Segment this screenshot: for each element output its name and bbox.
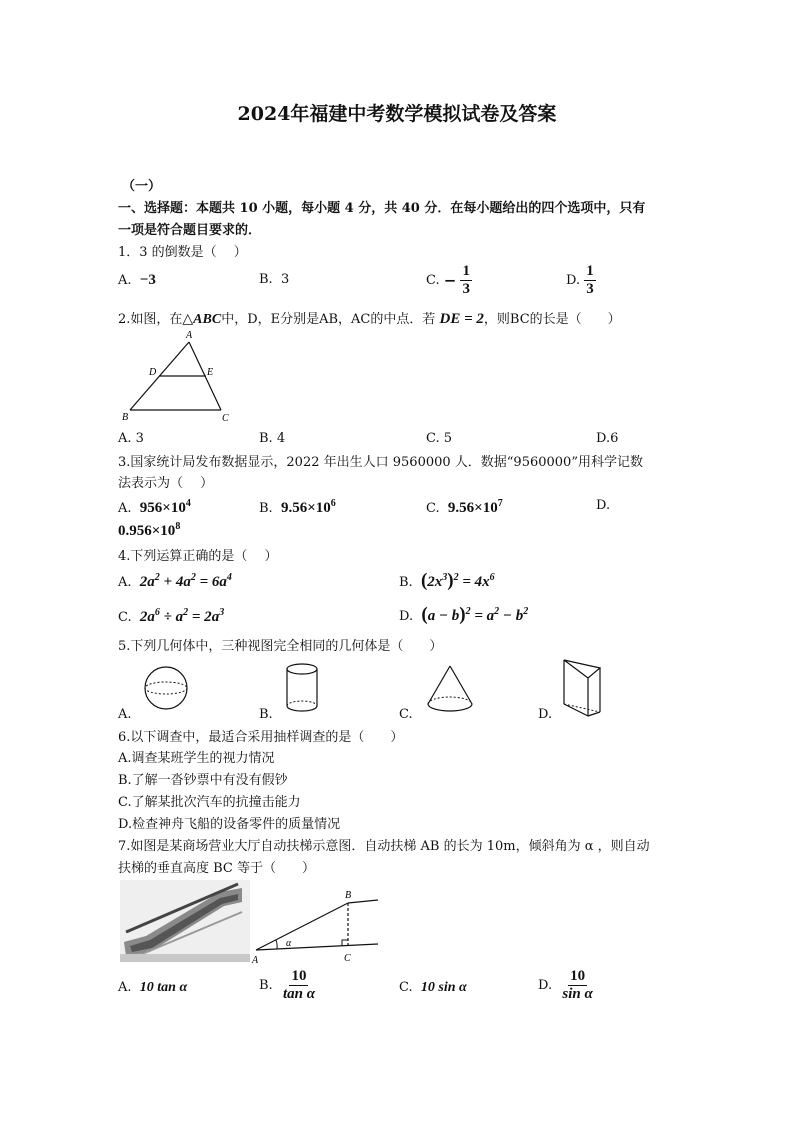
stem-text: ，则BC的长是（ ）: [483, 312, 621, 327]
point-label-c: C: [344, 953, 351, 964]
q4-stem: 4.下列运算正确的是（ ）: [118, 549, 278, 564]
expression: $(a - b)^2 = a^2 - b^2$: [421, 604, 529, 625]
q1-option-b[interactable]: [259, 272, 289, 287]
vertex-label-b: B: [122, 412, 129, 423]
vertex-label-a: A: [186, 330, 193, 341]
point-label-a: A: [252, 955, 259, 966]
point-label-b: B: [345, 890, 352, 901]
q7-stem-line1: 7.如图是某商场营业大厅自动扶梯示意图．自动扶梯 AB 的长为 10m，倾斜角为 α ，则自动: [118, 839, 650, 854]
q4-option-c[interactable]: [118, 607, 224, 626]
stem-text: 2.如图，在: [118, 312, 183, 327]
triangular-prism-icon: [558, 654, 608, 720]
angle-label-alpha: α: [286, 938, 292, 949]
option-label: A.: [118, 980, 132, 995]
option-label: C.: [118, 610, 132, 625]
option-label: D.: [538, 978, 553, 993]
ground-line: [256, 944, 378, 950]
base: 0.956×10: [118, 523, 176, 539]
upper-floor-line: [348, 900, 378, 903]
option-label: C.: [399, 980, 413, 995]
section-heading-line1: 一、选择题：本题共 10 小题，每小题 4 分，共 40 分．在每小题给出的四个选项中，只有: [118, 201, 646, 216]
q7-option-b[interactable]: [259, 968, 317, 1003]
q3-stem-line1: 3.国家统计局发布数据显示，2022 年出生人口 9560000 人．数据“9560000”用科学记数: [118, 455, 643, 470]
option-value: 3: [280, 272, 290, 287]
escalator-line-ab: [256, 903, 348, 950]
q3-option-d-value[interactable]: [118, 521, 180, 540]
point-label-e: E: [207, 367, 214, 378]
denominator: 3: [462, 281, 470, 297]
q2-triangle-figure: [118, 328, 238, 428]
option-label: D.: [399, 609, 414, 624]
option-value: 10 tan α: [139, 980, 188, 995]
q7-stem-line2: 扶梯的垂直高度 BC 等于（ ）: [118, 861, 316, 876]
page-title: 2024年福建中考数学模拟试卷及答案: [237, 103, 557, 125]
q1-option-a[interactable]: [118, 272, 156, 289]
equation: DE = 2: [439, 311, 484, 327]
sphere-icon: [140, 662, 200, 712]
q5-option-d[interactable]: D.: [538, 707, 553, 722]
exponent: 6: [330, 498, 336, 509]
point-label-d: D: [149, 367, 157, 378]
numerator: 1: [462, 263, 470, 279]
q1-option-c[interactable]: [426, 263, 472, 298]
q7-slope-figure: [250, 888, 382, 966]
denominator: 3: [586, 281, 594, 297]
stem-text: 中，D，E分别是AB，AC的中点．若: [221, 312, 436, 327]
option-value: 10 sin α: [420, 980, 467, 995]
q6-option-b[interactable]: B.了解一沓钞票中有没有假钞: [118, 773, 288, 788]
exponent: 8: [175, 521, 181, 532]
option-label: A.: [118, 501, 132, 516]
q6-option-d[interactable]: D.检查神舟飞船的设备零件的质量情况: [118, 817, 341, 832]
numerator: 10: [291, 968, 307, 984]
option-label: A.: [118, 273, 132, 288]
exponent: 7: [497, 498, 503, 509]
q1-option-d[interactable]: [566, 263, 596, 298]
numerator: 1: [586, 263, 594, 279]
vertex-label-c: C: [222, 413, 229, 424]
q4-option-d[interactable]: [399, 604, 528, 626]
q3-option-c[interactable]: [426, 498, 503, 517]
escalator-photo-icon: [120, 880, 250, 962]
option-value: −3: [139, 272, 156, 288]
numerator: 10: [570, 968, 586, 984]
option-label: B.: [259, 272, 273, 287]
cylinder-icon: [280, 660, 330, 718]
minus-sign: −: [443, 271, 457, 290]
q4-option-a[interactable]: [118, 572, 232, 591]
q3-stem-line2: 法表示为（ ）: [118, 476, 214, 491]
q3-option-a[interactable]: [118, 498, 191, 517]
base: 956×10: [139, 500, 186, 516]
base: 9.56×10: [280, 500, 331, 516]
section-heading-line2: 一项是符合题目要求的．: [118, 223, 262, 238]
q6-stem: 6.以下调查中，最适合采用抽样调查的是（ ）: [118, 730, 404, 745]
q2-option-b[interactable]: B. 4: [259, 431, 286, 446]
expression: $(2x^3)^2 = 4x^6$: [420, 570, 495, 591]
q3-option-d-label[interactable]: D.: [596, 498, 611, 513]
base: 9.56×10: [447, 500, 498, 516]
option-value: [140, 500, 191, 516]
option-label: B.: [259, 501, 273, 516]
denominator: tan α: [282, 986, 316, 1002]
q1-stem: 1．3 的倒数是（ ）: [118, 245, 247, 260]
fraction: [460, 263, 472, 298]
q4-option-b[interactable]: [399, 570, 495, 592]
option-value: [281, 500, 336, 516]
q6-option-a[interactable]: A.调查某班学生的视力情况: [118, 751, 275, 766]
triangle-symbol: △ABC: [182, 312, 222, 327]
option-label: C.: [426, 273, 440, 288]
q6-option-c[interactable]: C.了解某批次汽车的抗撞击能力: [118, 795, 301, 810]
q7-option-a[interactable]: [118, 980, 187, 996]
q2-stem: [118, 308, 621, 328]
q7-option-c[interactable]: [399, 980, 467, 996]
expression: $2a^6 \div a^2 = 2a^3$: [139, 607, 225, 625]
fraction: [560, 968, 594, 1003]
q2-option-c[interactable]: C. 5: [426, 431, 453, 446]
q5-option-c[interactable]: C.: [399, 707, 413, 722]
part-label: （一）: [122, 179, 162, 194]
q5-option-a[interactable]: A.: [118, 707, 132, 722]
option-label: B.: [399, 575, 413, 590]
option-value: [448, 500, 503, 516]
q7-option-d[interactable]: [538, 968, 595, 1003]
angle-arc: [276, 940, 277, 949]
q5-option-b[interactable]: B.: [259, 707, 273, 722]
q2-option-d[interactable]: D.6: [596, 431, 619, 446]
exponent: 4: [185, 498, 191, 509]
option-label: D.: [566, 273, 581, 288]
q3-option-b[interactable]: [259, 498, 336, 517]
q5-stem: 5.下列几何体中，三种视图完全相同的几何体是（ ）: [118, 639, 443, 654]
q2-option-a[interactable]: A. 3: [118, 431, 144, 446]
expression: $2a^2 + 4a^2 = 6a^4$: [139, 572, 232, 590]
fraction: [584, 263, 596, 298]
fraction: [281, 968, 317, 1003]
option-label: A.: [118, 575, 132, 590]
denominator: sin α: [562, 986, 593, 1002]
option-label: B.: [259, 978, 273, 993]
option-label: C.: [426, 501, 440, 516]
cone-icon: [422, 662, 482, 718]
